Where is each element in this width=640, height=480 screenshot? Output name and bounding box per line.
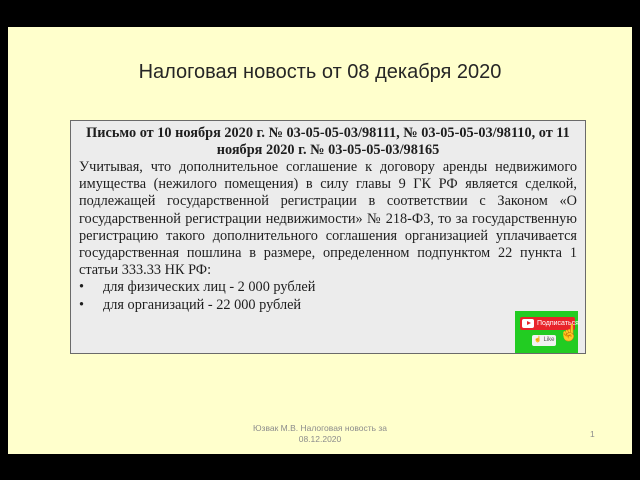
footer-line: Юзвак М.В. Налоговая новость за [252,423,388,433]
subscribe-label: Подписаться [537,320,579,327]
like-button[interactable] [532,335,556,346]
page-number: 1 [590,429,595,439]
letter-box [70,120,586,354]
bullet-marker: • [79,296,85,313]
slide-title: Налоговая новость от 08 декабря 2020 [138,61,502,83]
bullet-marker: • [79,279,85,296]
list-item [79,279,577,297]
subscribe-badge [515,311,578,353]
bullet-text: для организаций - 22 000 рублей [103,296,302,313]
list-item [79,297,577,315]
bullet-list [79,279,577,314]
bullet-text: для физических лиц - 2 000 рублей [103,279,316,296]
youtube-play-icon [522,319,534,328]
letter-heading: Письмо от 10 ноября 2020 г. № 03-05-05-03/98111, № 03-05-05-03/98110, от 11 ноября 2020 г. № 03-05-05-03/98165 [86,125,570,158]
slide [8,27,632,454]
hand-cursor-icon: ☝ [559,325,579,342]
footer-author [240,423,400,445]
thumbs-up-icon: ☝ [534,337,542,343]
footer-date: 08.12.2020 [298,434,342,444]
like-label: Like [543,337,555,343]
letter-paragraph: Учитывая, что дополнительное соглашение к договору аренды недвижимого имущества (нежилого помещения) в силу главы 9 ГК РФ является сделкой, подлежащей государственной регистрации в соответствии с Законом «О государственной регистрации недвижимости» № 218-ФЗ, то за государственную регистрацию такого дополнительного соглашения организацией уплачивается государственная пошлина в размере, определенном подпунктом 22 пункта 1 статьи 333.33 НК РФ: [79,159,577,279]
